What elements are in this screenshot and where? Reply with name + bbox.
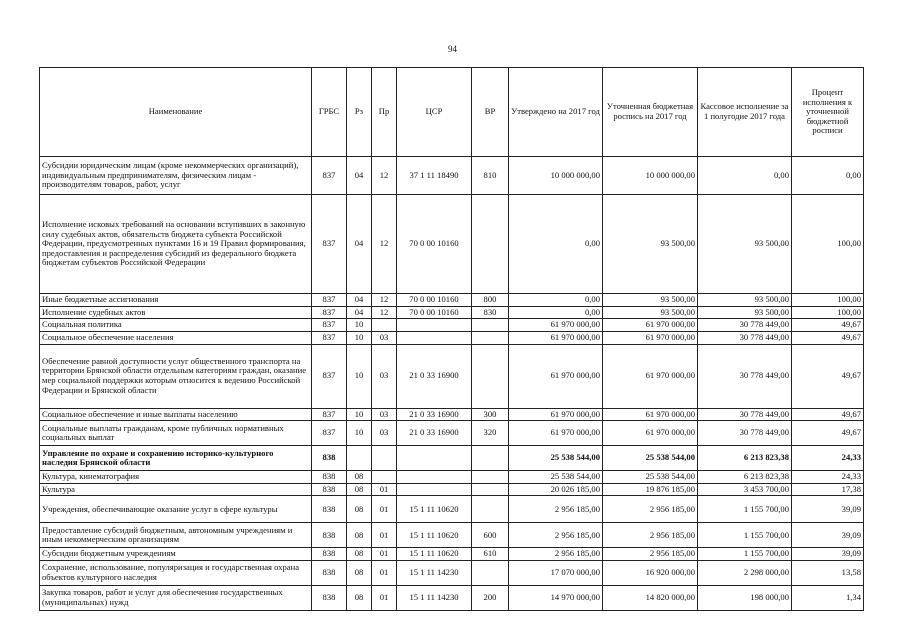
cell-approved: 10 000 000,00 xyxy=(509,157,603,195)
cell-approved: 14 970 000,00 xyxy=(509,586,603,611)
header-pr: Пр xyxy=(372,68,397,157)
cell-csr: 37 1 11 18490 xyxy=(397,157,472,195)
cell-refined: 61 970 000,00 xyxy=(603,421,698,446)
cell-rz: 10 xyxy=(347,421,372,446)
cell-approved: 0,00 xyxy=(509,306,603,319)
cell-refined: 14 820 000,00 xyxy=(603,586,698,611)
cell-rz: 10 xyxy=(347,408,372,421)
cell-refined: 61 970 000,00 xyxy=(603,344,698,408)
header-percent: Процент исполнения к уточненной бюджетной росписи xyxy=(792,68,864,157)
cell-pr: 03 xyxy=(372,421,397,446)
cell-percent: 17,38 xyxy=(792,483,864,496)
cell-approved: 61 970 000,00 xyxy=(509,331,603,344)
cell-percent: 0,00 xyxy=(792,157,864,195)
cell-pr: 03 xyxy=(372,331,397,344)
cell-grbs: 837 xyxy=(312,294,347,307)
cell-cash: 0,00 xyxy=(698,157,792,195)
cell-cash: 3 453 700,00 xyxy=(698,483,792,496)
table-row xyxy=(40,421,864,446)
cell-cash: 198 000,00 xyxy=(698,586,792,611)
table-row xyxy=(40,523,864,548)
cell-percent: 100,00 xyxy=(792,306,864,319)
header-cash: Кассовое исполнение за 1 полугодие 2017 года xyxy=(698,68,792,157)
cell-name: Предоставление субсидий бюджетным, автономным учреждениям и иным некоммерческим организациям xyxy=(40,523,312,548)
cell-cash: 6 213 823,38 xyxy=(698,471,792,484)
cell-grbs: 838 xyxy=(312,586,347,611)
cell-approved: 61 970 000,00 xyxy=(509,344,603,408)
cell-approved: 61 970 000,00 xyxy=(509,319,603,332)
cell-csr: 21 0 33 16900 xyxy=(397,408,472,421)
cell-name: Субсидии бюджетным учреждениям xyxy=(40,548,312,561)
table-row xyxy=(40,294,864,307)
cell-rz: 08 xyxy=(347,586,372,611)
cell-refined: 2 956 185,00 xyxy=(603,496,698,523)
cell-cash: 30 778 449,00 xyxy=(698,319,792,332)
cell-approved: 20 026 185,00 xyxy=(509,483,603,496)
cell-rz: 08 xyxy=(347,471,372,484)
cell-rz: 04 xyxy=(347,306,372,319)
table-row xyxy=(40,408,864,421)
cell-grbs: 838 xyxy=(312,561,347,586)
cell-vr: 810 xyxy=(472,157,509,195)
cell-percent: 39,09 xyxy=(792,548,864,561)
cell-percent: 49,67 xyxy=(792,344,864,408)
cell-vr: 300 xyxy=(472,408,509,421)
cell-vr: 200 xyxy=(472,586,509,611)
header-vr: ВР xyxy=(472,68,509,157)
cell-name: Учреждения, обеспечивающие оказание услуг в сфере культуры xyxy=(40,496,312,523)
cell-vr xyxy=(472,471,509,484)
cell-rz xyxy=(347,446,372,471)
cell-refined: 61 970 000,00 xyxy=(603,319,698,332)
cell-refined: 10 000 000,00 xyxy=(603,157,698,195)
cell-vr xyxy=(472,319,509,332)
cell-cash: 93 500,00 xyxy=(698,195,792,294)
cell-vr: 610 xyxy=(472,548,509,561)
cell-name: Культура xyxy=(40,483,312,496)
table-row xyxy=(40,483,864,496)
cell-csr: 70 0 00 10160 xyxy=(397,306,472,319)
cell-grbs: 838 xyxy=(312,548,347,561)
cell-name: Управление по охране и сохранению историко-культурного наследия Брянской области xyxy=(40,446,312,471)
cell-grbs: 838 xyxy=(312,523,347,548)
cell-vr xyxy=(472,483,509,496)
cell-percent: 49,67 xyxy=(792,319,864,332)
cell-refined: 61 970 000,00 xyxy=(603,408,698,421)
cell-pr: 01 xyxy=(372,483,397,496)
cell-vr: 600 xyxy=(472,523,509,548)
cell-cash: 30 778 449,00 xyxy=(698,408,792,421)
cell-refined: 2 956 185,00 xyxy=(603,548,698,561)
cell-cash: 1 155 700,00 xyxy=(698,523,792,548)
cell-cash: 93 500,00 xyxy=(698,306,792,319)
cell-csr: 15 1 11 10620 xyxy=(397,496,472,523)
cell-vr xyxy=(472,496,509,523)
cell-rz: 04 xyxy=(347,294,372,307)
cell-grbs: 837 xyxy=(312,344,347,408)
cell-rz: 10 xyxy=(347,319,372,332)
cell-pr: 01 xyxy=(372,496,397,523)
cell-refined: 25 538 544,00 xyxy=(603,471,698,484)
cell-percent: 49,67 xyxy=(792,408,864,421)
table-row xyxy=(40,496,864,523)
cell-name: Исполнение исковых требований на основании вступивших в законную силу судебных актов, обязательств бюджета субъекта Российской Федерации, предусмотренных пунктами 16 и 19 Правил формирования, предоставления и распределения субсидий из федерального бюджета бюджетам субъектов Российской Федерации xyxy=(40,195,312,294)
cell-cash: 30 778 449,00 xyxy=(698,331,792,344)
cell-csr xyxy=(397,483,472,496)
cell-csr: 15 1 11 14230 xyxy=(397,561,472,586)
cell-grbs: 837 xyxy=(312,408,347,421)
cell-vr xyxy=(472,344,509,408)
cell-cash: 6 213 823,38 xyxy=(698,446,792,471)
cell-percent: 24,33 xyxy=(792,471,864,484)
cell-rz: 10 xyxy=(347,344,372,408)
cell-grbs: 837 xyxy=(312,331,347,344)
cell-csr: 21 0 33 16900 xyxy=(397,421,472,446)
cell-approved: 2 956 185,00 xyxy=(509,496,603,523)
cell-pr: 12 xyxy=(372,294,397,307)
header-csr: ЦСР xyxy=(397,68,472,157)
cell-grbs: 837 xyxy=(312,306,347,319)
cell-name: Социальное обеспечение населения xyxy=(40,331,312,344)
header-row xyxy=(40,68,864,157)
table-row xyxy=(40,306,864,319)
cell-vr: 320 xyxy=(472,421,509,446)
table-row xyxy=(40,331,864,344)
table-row xyxy=(40,446,864,471)
table-row xyxy=(40,586,864,611)
cell-grbs: 837 xyxy=(312,319,347,332)
cell-cash: 93 500,00 xyxy=(698,294,792,307)
cell-refined: 93 500,00 xyxy=(603,306,698,319)
cell-name: Социальная политика xyxy=(40,319,312,332)
cell-pr: 03 xyxy=(372,408,397,421)
header-refined: Уточненная бюджетная роспись на 2017 год xyxy=(603,68,698,157)
table-row xyxy=(40,195,864,294)
cell-pr: 01 xyxy=(372,561,397,586)
budget-table xyxy=(39,67,864,611)
cell-percent: 13,58 xyxy=(792,561,864,586)
cell-csr: 15 1 11 10620 xyxy=(397,548,472,561)
cell-vr: 830 xyxy=(472,306,509,319)
cell-name: Иные бюджетные ассигнования xyxy=(40,294,312,307)
cell-percent: 39,09 xyxy=(792,496,864,523)
cell-approved: 0,00 xyxy=(509,195,603,294)
cell-refined: 2 956 185,00 xyxy=(603,523,698,548)
table-row xyxy=(40,561,864,586)
cell-pr: 12 xyxy=(372,157,397,195)
cell-vr xyxy=(472,446,509,471)
table-row xyxy=(40,157,864,195)
cell-grbs: 838 xyxy=(312,471,347,484)
cell-refined: 19 876 185,00 xyxy=(603,483,698,496)
cell-grbs: 837 xyxy=(312,421,347,446)
cell-percent: 39,09 xyxy=(792,523,864,548)
cell-grbs: 838 xyxy=(312,446,347,471)
cell-rz: 08 xyxy=(347,523,372,548)
cell-approved: 61 970 000,00 xyxy=(509,408,603,421)
cell-csr: 15 1 11 14230 xyxy=(397,586,472,611)
header-approved: Утверждено на 2017 год xyxy=(509,68,603,157)
cell-name: Социальное обеспечение и иные выплаты населению xyxy=(40,408,312,421)
cell-grbs: 838 xyxy=(312,496,347,523)
cell-cash: 30 778 449,00 xyxy=(698,421,792,446)
cell-pr: 12 xyxy=(372,195,397,294)
header-grbs: ГРБС xyxy=(312,68,347,157)
cell-vr xyxy=(472,195,509,294)
cell-approved: 25 538 544,00 xyxy=(509,471,603,484)
cell-csr xyxy=(397,446,472,471)
cell-rz: 10 xyxy=(347,331,372,344)
cell-pr: 01 xyxy=(372,523,397,548)
cell-percent: 49,67 xyxy=(792,331,864,344)
cell-pr: 01 xyxy=(372,548,397,561)
header-rz: Рз xyxy=(347,68,372,157)
page-number: 94 xyxy=(448,44,457,54)
table-row xyxy=(40,548,864,561)
cell-grbs: 837 xyxy=(312,157,347,195)
cell-percent: 100,00 xyxy=(792,294,864,307)
cell-approved: 2 956 185,00 xyxy=(509,523,603,548)
cell-approved: 25 538 544,00 xyxy=(509,446,603,471)
cell-csr xyxy=(397,319,472,332)
cell-vr xyxy=(472,331,509,344)
cell-cash: 1 155 700,00 xyxy=(698,496,792,523)
cell-percent: 100,00 xyxy=(792,195,864,294)
cell-grbs: 838 xyxy=(312,483,347,496)
cell-name: Закупка товаров, работ и услуг для обеспечения государственных (муниципальных) нужд xyxy=(40,586,312,611)
cell-pr xyxy=(372,319,397,332)
cell-rz: 08 xyxy=(347,483,372,496)
table-row xyxy=(40,344,864,408)
cell-pr: 03 xyxy=(372,344,397,408)
cell-rz: 08 xyxy=(347,496,372,523)
cell-refined: 93 500,00 xyxy=(603,294,698,307)
cell-name: Социальные выплаты гражданам, кроме публичных нормативных социальных выплат xyxy=(40,421,312,446)
cell-percent: 24,33 xyxy=(792,446,864,471)
cell-name: Обеспечение равной доступности услуг общественного транспорта на территории Брянской области отдельным категориям граждан, оказание мер социальной поддержки которым относится к ведению Российской Федерации и Брянской области xyxy=(40,344,312,408)
cell-approved: 61 970 000,00 xyxy=(509,421,603,446)
cell-csr: 21 0 33 16900 xyxy=(397,344,472,408)
cell-cash: 2 298 000,00 xyxy=(698,561,792,586)
cell-csr xyxy=(397,331,472,344)
cell-refined: 16 920 000,00 xyxy=(603,561,698,586)
cell-pr xyxy=(372,471,397,484)
cell-name: Исполнение судебных актов xyxy=(40,306,312,319)
cell-grbs: 837 xyxy=(312,195,347,294)
cell-cash: 30 778 449,00 xyxy=(698,344,792,408)
cell-name: Субсидии юридическим лицам (кроме некоммерческих организаций), индивидуальным предпринимателям, физическим лицам - производителям товаров, работ, услуг xyxy=(40,157,312,195)
cell-rz: 08 xyxy=(347,561,372,586)
cell-pr: 01 xyxy=(372,586,397,611)
cell-name: Сохранение, использование, популяризация и государственная охрана объектов культурного наследия xyxy=(40,561,312,586)
cell-approved: 17 070 000,00 xyxy=(509,561,603,586)
table-row xyxy=(40,471,864,484)
cell-rz: 04 xyxy=(347,195,372,294)
cell-vr xyxy=(472,561,509,586)
cell-percent: 49,67 xyxy=(792,421,864,446)
cell-approved: 0,00 xyxy=(509,294,603,307)
cell-approved: 2 956 185,00 xyxy=(509,548,603,561)
cell-name: Культура, кинематография xyxy=(40,471,312,484)
cell-csr xyxy=(397,471,472,484)
cell-refined: 61 970 000,00 xyxy=(603,331,698,344)
cell-percent: 1,34 xyxy=(792,586,864,611)
header-name: Наименование xyxy=(40,68,312,157)
cell-csr: 70 0 00 10160 xyxy=(397,195,472,294)
cell-cash: 1 155 700,00 xyxy=(698,548,792,561)
cell-refined: 93 500,00 xyxy=(603,195,698,294)
table-body xyxy=(40,157,864,611)
table-row xyxy=(40,319,864,332)
cell-csr: 15 1 11 10620 xyxy=(397,523,472,548)
cell-csr: 70 0 00 10160 xyxy=(397,294,472,307)
cell-pr: 12 xyxy=(372,306,397,319)
cell-vr: 800 xyxy=(472,294,509,307)
cell-rz: 08 xyxy=(347,548,372,561)
cell-refined: 25 538 544,00 xyxy=(603,446,698,471)
cell-rz: 04 xyxy=(347,157,372,195)
cell-pr xyxy=(372,446,397,471)
